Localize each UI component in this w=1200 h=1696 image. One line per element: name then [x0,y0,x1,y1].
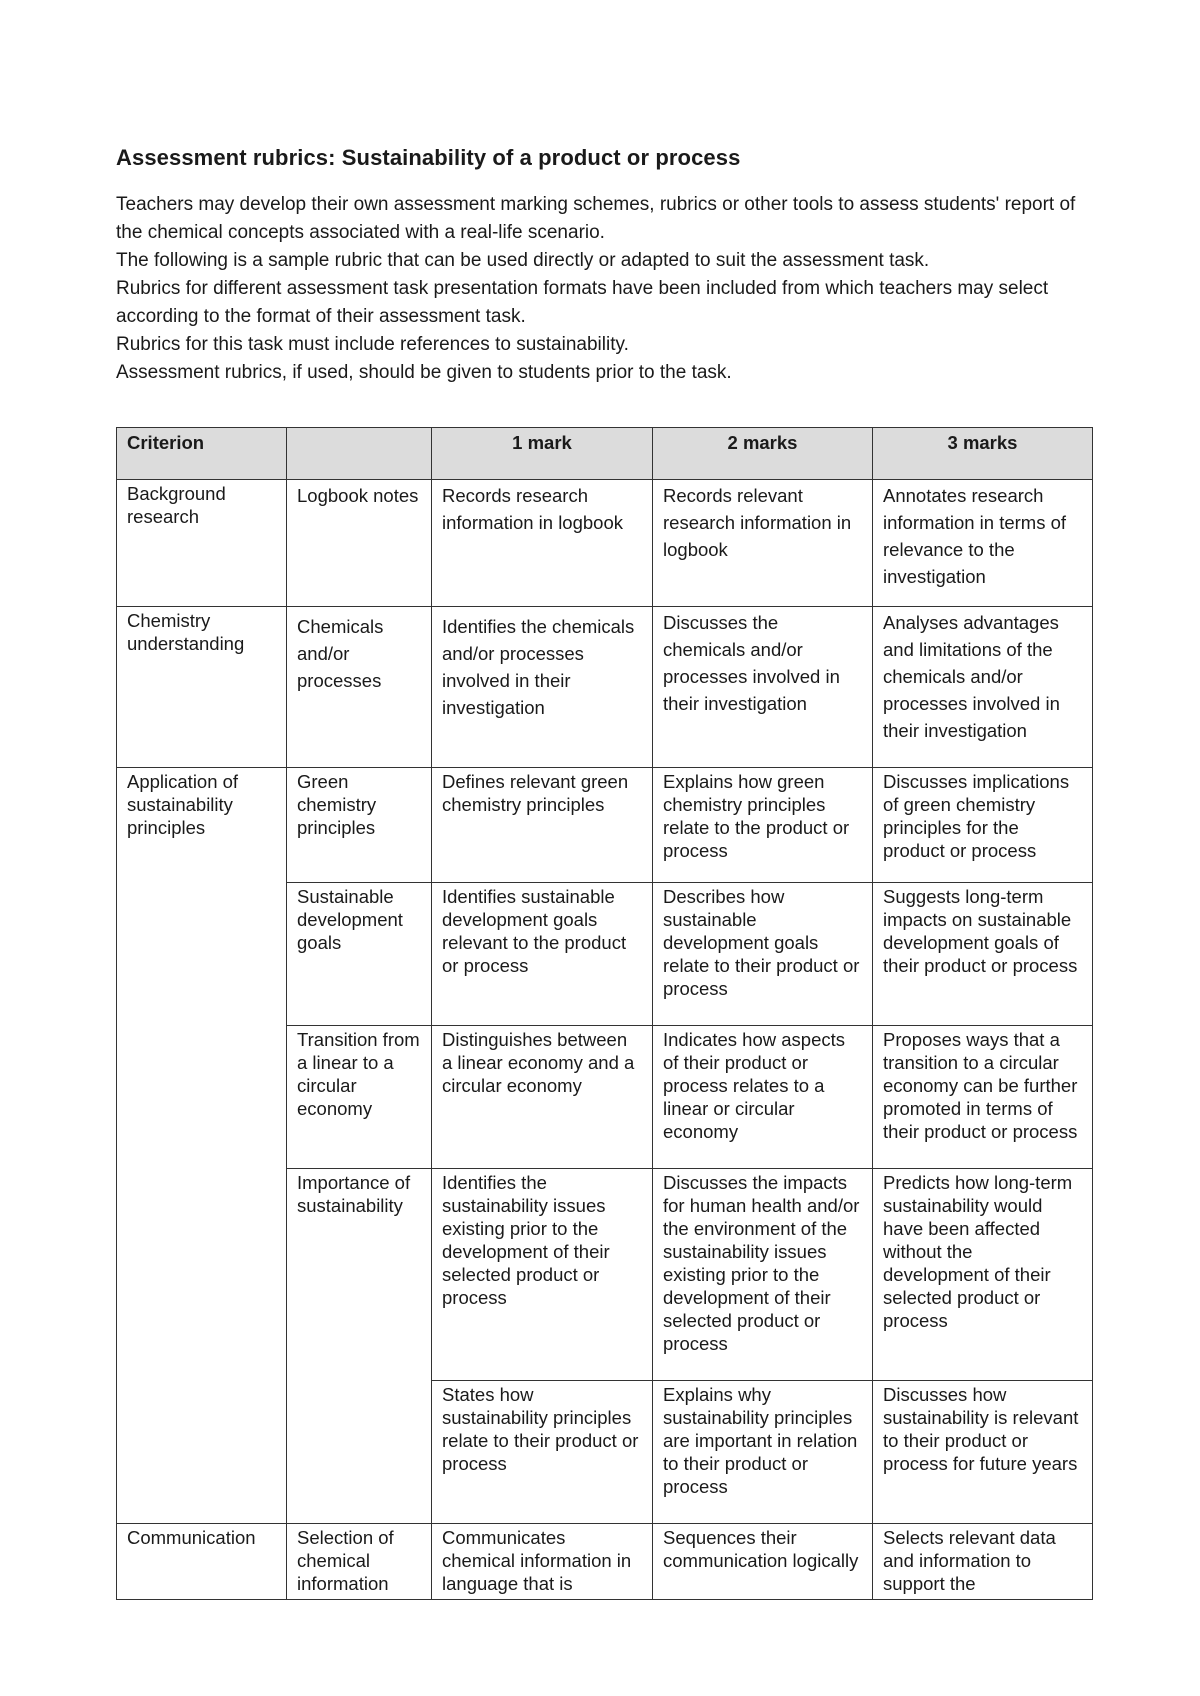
mark2-cell: Sequences their communication logically [653,1524,873,1600]
mark1-cell: Records research information in logbook [432,480,653,607]
mark1-cell: Identifies the chemicals and/or processes involved in their investigation [432,607,653,768]
subcriterion-cell: Green chemistry principles [287,768,432,883]
intro-paragraph: Assessment rubrics, if used, should be given to students prior to the task. [116,362,732,383]
mark1-cell: Distinguishes between a linear economy and a circular economy [432,1026,653,1169]
subcriterion-cell: Logbook notes [287,480,432,607]
subcriterion-cell: Transition from a linear to a circular economy [287,1026,432,1169]
mark3-cell: Suggests long-term impacts on sustainable development goals of their product or process [873,883,1093,1026]
mark2-cell: Explains how green chemistry principles relate to the product or process [653,768,873,883]
subcriterion-cell: Selection of chemical information [287,1524,432,1600]
mark3-cell: Predicts how long-term sustainability would have been affected without the development of their selected product or process [873,1169,1093,1381]
mark1-cell: States how sustainability principles relate to their product or process [432,1381,653,1524]
table-row [117,607,1093,768]
mark3-cell: Discusses how sustainability is relevant to their product or process for future years [873,1381,1093,1524]
table-row [117,768,1093,883]
subcriterion-cell: Sustainable development goals [287,883,432,1026]
mark2-cell: Describes how sustainable development goals relate to their product or process [653,883,873,1026]
header-criterion: Criterion [117,428,287,480]
mark2-cell: Discusses the impacts for human health and/or the environment of the sustainability issues existing prior to the development of their selected product or process [653,1169,873,1381]
table-row [117,480,1093,607]
mark2-cell: Records relevant research information in logbook [653,480,873,607]
mark3-cell: Analyses advantages and limitations of the chemicals and/or processes involved in their investigation [873,607,1093,768]
subcriterion-cell: Importance of sustainability [287,1169,432,1524]
mark2-cell: Explains why sustainability principles are important in relation to their product or process [653,1381,873,1524]
document-page [116,143,1092,1594]
criterion-cell: Communication [117,1524,287,1600]
header-subcriterion [287,428,432,480]
rubric-table [116,427,1093,1600]
intro-paragraph: Rubrics for this task must include references to sustainability. [116,334,629,355]
intro-paragraph: Teachers may develop their own assessment marking schemes, rubrics or other tools to assess students' report of the chemical concepts associated with a real-life scenario. [116,194,1076,243]
mark2-cell: Discusses the chemicals and/or processes involved in their investigation [653,607,873,768]
mark1-cell: Identifies the sustainability issues existing prior to the development of their selected product or process [432,1169,653,1381]
mark3-cell: Discusses implications of green chemistry principles for the product or process [873,768,1093,883]
criterion-cell: Chemistry understanding [117,607,287,768]
table-row [117,1524,1093,1600]
criterion-cell: Background research [117,480,287,607]
intro-text [116,191,1092,387]
mark2-cell: Indicates how aspects of their product or process relates to a linear or circular economy [653,1026,873,1169]
header-3-marks: 3 marks [873,428,1093,480]
mark1-cell: Communicates chemical information in language that is [432,1524,653,1600]
mark3-cell: Annotates research information in terms of relevance to the investigation [873,480,1093,607]
subcriterion-cell: Chemicals and/or processes [287,607,432,768]
document-title: Assessment rubrics: Sustainability of a product or process [116,145,741,170]
header-2-marks: 2 marks [653,428,873,480]
intro-paragraph: Rubrics for different assessment task presentation formats have been included from which teachers may select according to the format of their assessment task. [116,278,1049,327]
criterion-cell: Application of sustainability principles [117,768,287,1524]
mark3-cell: Proposes ways that a transition to a circular economy can be further promoted in terms of their product or process [873,1026,1093,1169]
mark1-cell: Identifies sustainable development goals relevant to the product or process [432,883,653,1026]
mark3-cell: Selects relevant data and information to support the [873,1524,1093,1600]
intro-paragraph: The following is a sample rubric that can be used directly or adapted to suit the assessment task. [116,250,930,271]
table-header-row [117,428,1093,480]
mark1-cell: Defines relevant green chemistry principles [432,768,653,883]
header-1-mark: 1 mark [432,428,653,480]
